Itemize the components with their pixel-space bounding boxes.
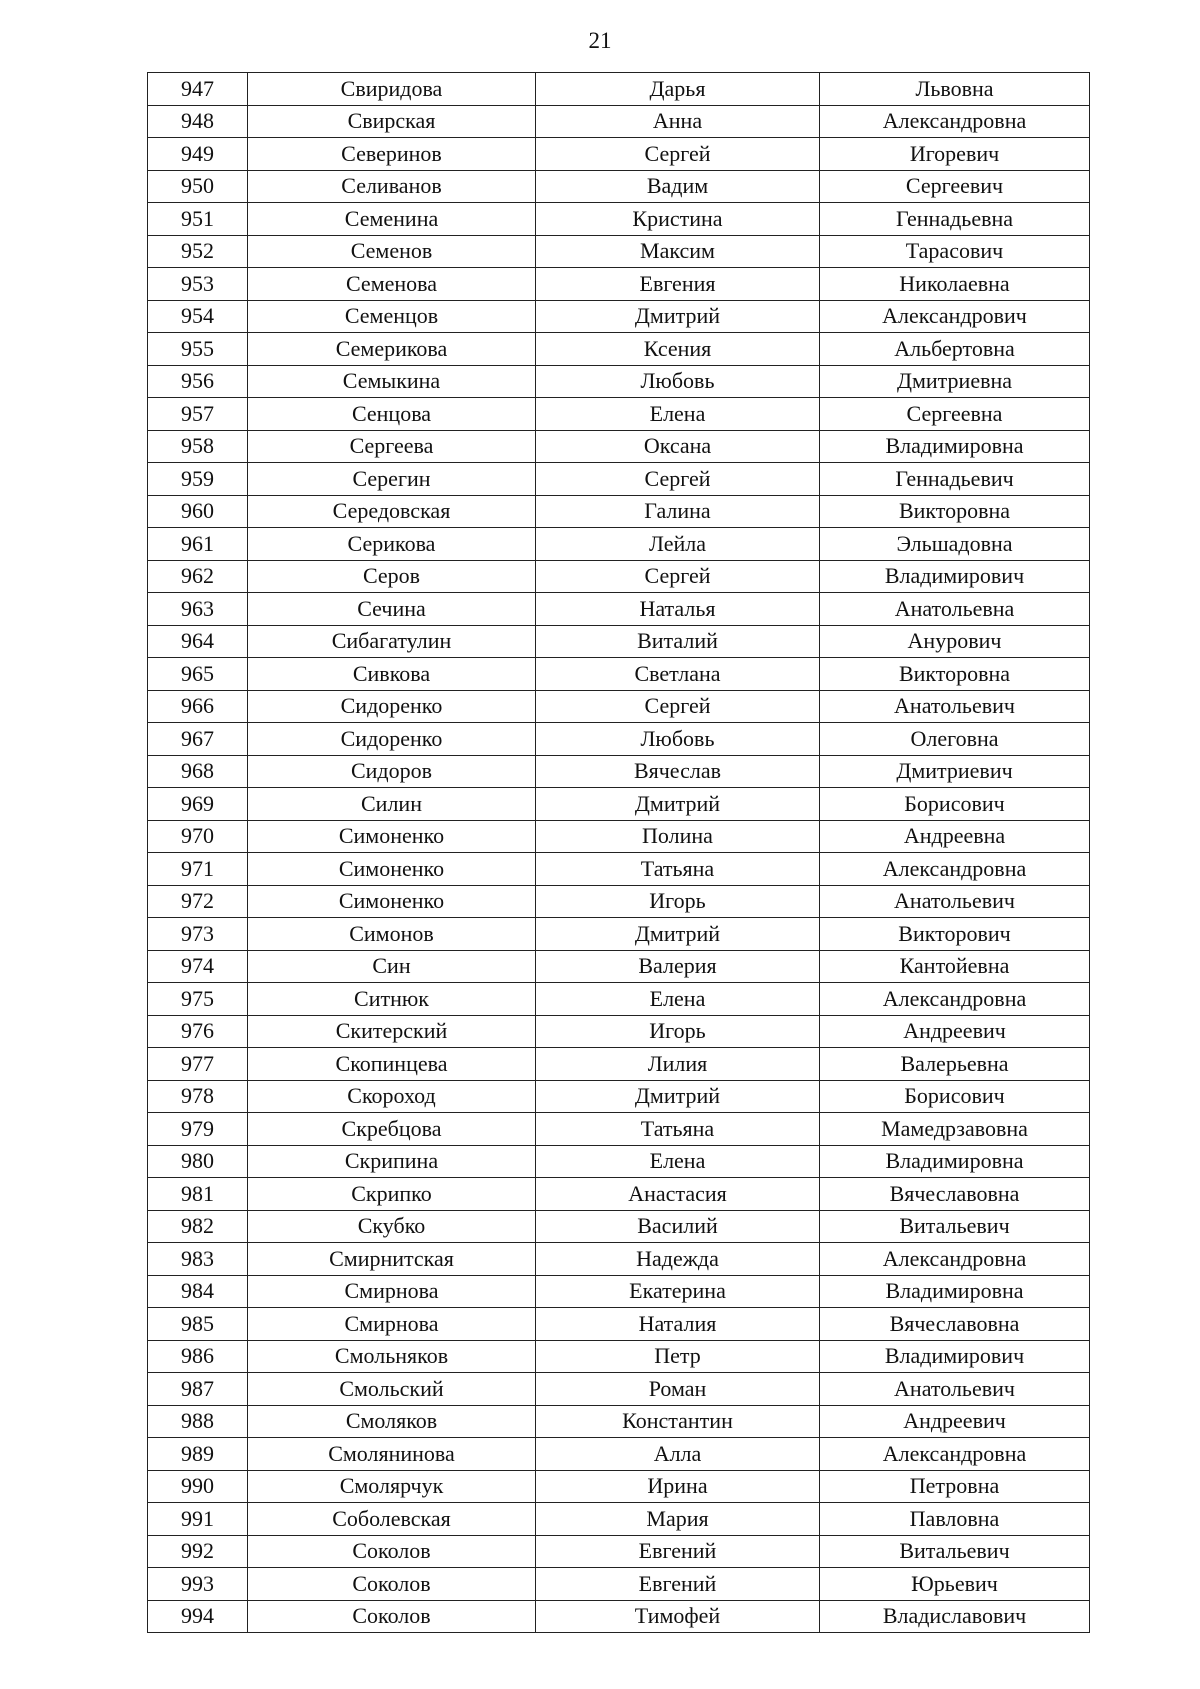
first-name-cell: Игорь <box>536 1015 820 1048</box>
patronymic-cell: Николаевна <box>820 268 1090 301</box>
row-number-cell: 988 <box>148 1405 248 1438</box>
table-row <box>148 1080 1090 1113</box>
patronymic-cell: Викторовна <box>820 495 1090 528</box>
table-row <box>148 1015 1090 1048</box>
first-name-cell: Анастасия <box>536 1178 820 1211</box>
first-name-cell: Сергей <box>536 138 820 171</box>
table-row <box>148 1210 1090 1243</box>
patronymic-cell: Александровна <box>820 853 1090 886</box>
row-number-cell: 967 <box>148 723 248 756</box>
table-row <box>148 430 1090 463</box>
row-number-cell: 982 <box>148 1210 248 1243</box>
row-number-cell: 968 <box>148 755 248 788</box>
patronymic-cell: Александровна <box>820 105 1090 138</box>
table-row <box>148 1405 1090 1438</box>
last-name-cell: Син <box>248 950 536 983</box>
last-name-cell: Смольняков <box>248 1340 536 1373</box>
last-name-cell: Сергеева <box>248 430 536 463</box>
last-name-cell: Семенина <box>248 203 536 236</box>
table-row <box>148 788 1090 821</box>
patronymic-cell: Анатольевич <box>820 885 1090 918</box>
patronymic-cell: Геннадьевич <box>820 463 1090 496</box>
table-row <box>148 658 1090 691</box>
first-name-cell: Лейла <box>536 528 820 561</box>
first-name-cell: Любовь <box>536 723 820 756</box>
row-number-cell: 986 <box>148 1340 248 1373</box>
last-name-cell: Смирнова <box>248 1275 536 1308</box>
row-number-cell: 978 <box>148 1080 248 1113</box>
patronymic-cell: Витальевич <box>820 1210 1090 1243</box>
last-name-cell: Смоляков <box>248 1405 536 1438</box>
row-number-cell: 987 <box>148 1373 248 1406</box>
first-name-cell: Алла <box>536 1438 820 1471</box>
patronymic-cell: Валерьевна <box>820 1048 1090 1081</box>
table-row <box>148 723 1090 756</box>
last-name-cell: Селиванов <box>248 170 536 203</box>
first-name-cell: Дмитрий <box>536 300 820 333</box>
table-row <box>148 625 1090 658</box>
table-body <box>148 73 1090 1633</box>
last-name-cell: Соколов <box>248 1568 536 1601</box>
first-name-cell: Надежда <box>536 1243 820 1276</box>
table-row <box>148 560 1090 593</box>
first-name-cell: Наталья <box>536 593 820 626</box>
first-name-cell: Ксения <box>536 333 820 366</box>
table-row <box>148 690 1090 723</box>
patronymic-cell: Сергеевна <box>820 398 1090 431</box>
table-row <box>148 853 1090 886</box>
first-name-cell: Евгения <box>536 268 820 301</box>
row-number-cell: 985 <box>148 1308 248 1341</box>
last-name-cell: Сидоров <box>248 755 536 788</box>
row-number-cell: 992 <box>148 1535 248 1568</box>
page-number: 21 <box>588 28 612 53</box>
row-number-cell: 991 <box>148 1503 248 1536</box>
last-name-cell: Смирнова <box>248 1308 536 1341</box>
first-name-cell: Елена <box>536 983 820 1016</box>
first-name-cell: Сергей <box>536 560 820 593</box>
row-number-cell: 973 <box>148 918 248 951</box>
last-name-cell: Скороход <box>248 1080 536 1113</box>
row-number-cell: 950 <box>148 170 248 203</box>
first-name-cell: Дарья <box>536 73 820 106</box>
first-name-cell: Евгений <box>536 1568 820 1601</box>
table-row <box>148 1438 1090 1471</box>
row-number-cell: 952 <box>148 235 248 268</box>
row-number-cell: 959 <box>148 463 248 496</box>
patronymic-cell: Викторовна <box>820 658 1090 691</box>
patronymic-cell: Альбертовна <box>820 333 1090 366</box>
last-name-cell: Симонов <box>248 918 536 951</box>
last-name-cell: Ситнюк <box>248 983 536 1016</box>
last-name-cell: Смолянинова <box>248 1438 536 1471</box>
patronymic-cell: Владимирович <box>820 1340 1090 1373</box>
first-name-cell: Игорь <box>536 885 820 918</box>
patronymic-cell: Викторович <box>820 918 1090 951</box>
first-name-cell: Елена <box>536 1145 820 1178</box>
first-name-cell: Константин <box>536 1405 820 1438</box>
last-name-cell: Сивкова <box>248 658 536 691</box>
first-name-cell: Виталий <box>536 625 820 658</box>
row-number-cell: 966 <box>148 690 248 723</box>
table-row <box>148 73 1090 106</box>
patronymic-cell: Андреевна <box>820 820 1090 853</box>
first-name-cell: Роман <box>536 1373 820 1406</box>
table-row <box>148 885 1090 918</box>
last-name-cell: Семерикова <box>248 333 536 366</box>
first-name-cell: Екатерина <box>536 1275 820 1308</box>
first-name-cell: Дмитрий <box>536 788 820 821</box>
last-name-cell: Симоненко <box>248 820 536 853</box>
last-name-cell: Свиридова <box>248 73 536 106</box>
patronymic-cell: Анурович <box>820 625 1090 658</box>
last-name-cell: Свирская <box>248 105 536 138</box>
table-row <box>148 1503 1090 1536</box>
row-number-cell: 974 <box>148 950 248 983</box>
patronymic-cell: Тарасович <box>820 235 1090 268</box>
last-name-cell: Смольский <box>248 1373 536 1406</box>
row-number-cell: 960 <box>148 495 248 528</box>
name-list-table <box>147 72 1090 1633</box>
first-name-cell: Галина <box>536 495 820 528</box>
row-number-cell: 977 <box>148 1048 248 1081</box>
table-row <box>148 1470 1090 1503</box>
last-name-cell: Сидоренко <box>248 690 536 723</box>
row-number-cell: 951 <box>148 203 248 236</box>
patronymic-cell: Анатольевич <box>820 1373 1090 1406</box>
last-name-cell: Силин <box>248 788 536 821</box>
last-name-cell: Скребцова <box>248 1113 536 1146</box>
table-row <box>148 138 1090 171</box>
last-name-cell: Сибагатулин <box>248 625 536 658</box>
table-row <box>148 1048 1090 1081</box>
row-number-cell: 948 <box>148 105 248 138</box>
patronymic-cell: Кантойевна <box>820 950 1090 983</box>
table-row <box>148 235 1090 268</box>
patronymic-cell: Борисович <box>820 1080 1090 1113</box>
row-number-cell: 980 <box>148 1145 248 1178</box>
first-name-cell: Светлана <box>536 658 820 691</box>
row-number-cell: 958 <box>148 430 248 463</box>
first-name-cell: Елена <box>536 398 820 431</box>
table-row <box>148 820 1090 853</box>
first-name-cell: Любовь <box>536 365 820 398</box>
table-row <box>148 950 1090 983</box>
table-row <box>148 1340 1090 1373</box>
row-number-cell: 954 <box>148 300 248 333</box>
patronymic-cell: Витальевич <box>820 1535 1090 1568</box>
table-row <box>148 1600 1090 1633</box>
last-name-cell: Скубко <box>248 1210 536 1243</box>
patronymic-cell: Анатольевна <box>820 593 1090 626</box>
last-name-cell: Серегин <box>248 463 536 496</box>
first-name-cell: Лилия <box>536 1048 820 1081</box>
patronymic-cell: Александровна <box>820 983 1090 1016</box>
last-name-cell: Соколов <box>248 1535 536 1568</box>
first-name-cell: Дмитрий <box>536 918 820 951</box>
patronymic-cell: Владимировна <box>820 1275 1090 1308</box>
first-name-cell: Татьяна <box>536 853 820 886</box>
patronymic-cell: Сергеевич <box>820 170 1090 203</box>
last-name-cell: Середовская <box>248 495 536 528</box>
patronymic-cell: Петровна <box>820 1470 1090 1503</box>
first-name-cell: Тимофей <box>536 1600 820 1633</box>
table-row <box>148 495 1090 528</box>
row-number-cell: 970 <box>148 820 248 853</box>
table-row <box>148 1113 1090 1146</box>
first-name-cell: Полина <box>536 820 820 853</box>
first-name-cell: Евгений <box>536 1535 820 1568</box>
first-name-cell: Сергей <box>536 690 820 723</box>
table-row <box>148 300 1090 333</box>
row-number-cell: 990 <box>148 1470 248 1503</box>
patronymic-cell: Вячеславовна <box>820 1178 1090 1211</box>
first-name-cell: Валерия <box>536 950 820 983</box>
row-number-cell: 972 <box>148 885 248 918</box>
row-number-cell: 963 <box>148 593 248 626</box>
patronymic-cell: Владимирович <box>820 560 1090 593</box>
row-number-cell: 976 <box>148 1015 248 1048</box>
row-number-cell: 953 <box>148 268 248 301</box>
patronymic-cell: Владимировна <box>820 430 1090 463</box>
patronymic-cell: Геннадьевна <box>820 203 1090 236</box>
last-name-cell: Симоненко <box>248 885 536 918</box>
table-row <box>148 105 1090 138</box>
last-name-cell: Серикова <box>248 528 536 561</box>
last-name-cell: Соколов <box>248 1600 536 1633</box>
row-number-cell: 993 <box>148 1568 248 1601</box>
table-row <box>148 365 1090 398</box>
first-name-cell: Анна <box>536 105 820 138</box>
row-number-cell: 975 <box>148 983 248 1016</box>
first-name-cell: Максим <box>536 235 820 268</box>
patronymic-cell: Владимировна <box>820 1145 1090 1178</box>
row-number-cell: 957 <box>148 398 248 431</box>
patronymic-cell: Львовна <box>820 73 1090 106</box>
row-number-cell: 979 <box>148 1113 248 1146</box>
patronymic-cell: Вячеславовна <box>820 1308 1090 1341</box>
last-name-cell: Сенцова <box>248 398 536 431</box>
row-number-cell: 984 <box>148 1275 248 1308</box>
row-number-cell: 989 <box>148 1438 248 1471</box>
patronymic-cell: Анатольевич <box>820 690 1090 723</box>
table-row <box>148 528 1090 561</box>
last-name-cell: Сечина <box>248 593 536 626</box>
table-row <box>148 1275 1090 1308</box>
first-name-cell: Мария <box>536 1503 820 1536</box>
last-name-cell: Симоненко <box>248 853 536 886</box>
first-name-cell: Петр <box>536 1340 820 1373</box>
last-name-cell: Серов <box>248 560 536 593</box>
patronymic-cell: Борисович <box>820 788 1090 821</box>
patronymic-cell: Олеговна <box>820 723 1090 756</box>
first-name-cell: Вячеслав <box>536 755 820 788</box>
table-row <box>148 463 1090 496</box>
last-name-cell: Сидоренко <box>248 723 536 756</box>
patronymic-cell: Дмитриевич <box>820 755 1090 788</box>
table-row <box>148 918 1090 951</box>
row-number-cell: 964 <box>148 625 248 658</box>
table-row <box>148 1308 1090 1341</box>
patronymic-cell: Эльшадовна <box>820 528 1090 561</box>
last-name-cell: Скопинцева <box>248 1048 536 1081</box>
last-name-cell: Скрипко <box>248 1178 536 1211</box>
last-name-cell: Семенов <box>248 235 536 268</box>
last-name-cell: Семенцов <box>248 300 536 333</box>
patronymic-cell: Мамедрзавовна <box>820 1113 1090 1146</box>
patronymic-cell: Игоревич <box>820 138 1090 171</box>
last-name-cell: Скрипина <box>248 1145 536 1178</box>
row-number-cell: 971 <box>148 853 248 886</box>
row-number-cell: 956 <box>148 365 248 398</box>
patronymic-cell: Андреевич <box>820 1015 1090 1048</box>
table-row <box>148 398 1090 431</box>
last-name-cell: Скитерский <box>248 1015 536 1048</box>
patronymic-cell: Александровна <box>820 1438 1090 1471</box>
row-number-cell: 969 <box>148 788 248 821</box>
patronymic-cell: Юрьевич <box>820 1568 1090 1601</box>
first-name-cell: Ирина <box>536 1470 820 1503</box>
table-row <box>148 1178 1090 1211</box>
row-number-cell: 961 <box>148 528 248 561</box>
row-number-cell: 994 <box>148 1600 248 1633</box>
patronymic-cell: Александрович <box>820 300 1090 333</box>
row-number-cell: 981 <box>148 1178 248 1211</box>
patronymic-cell: Александровна <box>820 1243 1090 1276</box>
row-number-cell: 983 <box>148 1243 248 1276</box>
first-name-cell: Наталия <box>536 1308 820 1341</box>
last-name-cell: Смолярчук <box>248 1470 536 1503</box>
table-row <box>148 1243 1090 1276</box>
last-name-cell: Северинов <box>248 138 536 171</box>
first-name-cell: Вадим <box>536 170 820 203</box>
table-row <box>148 268 1090 301</box>
table-row <box>148 983 1090 1016</box>
row-number-cell: 965 <box>148 658 248 691</box>
patronymic-cell: Павловна <box>820 1503 1090 1536</box>
last-name-cell: Соболевская <box>248 1503 536 1536</box>
table-row <box>148 1568 1090 1601</box>
patronymic-cell: Дмитриевна <box>820 365 1090 398</box>
row-number-cell: 955 <box>148 333 248 366</box>
table-row <box>148 1535 1090 1568</box>
last-name-cell: Смирнитская <box>248 1243 536 1276</box>
row-number-cell: 949 <box>148 138 248 171</box>
first-name-cell: Сергей <box>536 463 820 496</box>
table-row <box>148 170 1090 203</box>
patronymic-cell: Владиславович <box>820 1600 1090 1633</box>
first-name-cell: Оксана <box>536 430 820 463</box>
table-row <box>148 593 1090 626</box>
table-row <box>148 1373 1090 1406</box>
last-name-cell: Семыкина <box>248 365 536 398</box>
table-row <box>148 755 1090 788</box>
first-name-cell: Татьяна <box>536 1113 820 1146</box>
last-name-cell: Семенова <box>248 268 536 301</box>
row-number-cell: 962 <box>148 560 248 593</box>
table-row <box>148 333 1090 366</box>
first-name-cell: Василий <box>536 1210 820 1243</box>
row-number-cell: 947 <box>148 73 248 106</box>
first-name-cell: Дмитрий <box>536 1080 820 1113</box>
first-name-cell: Кристина <box>536 203 820 236</box>
patronymic-cell: Андреевич <box>820 1405 1090 1438</box>
table-row <box>148 1145 1090 1178</box>
table-row <box>148 203 1090 236</box>
